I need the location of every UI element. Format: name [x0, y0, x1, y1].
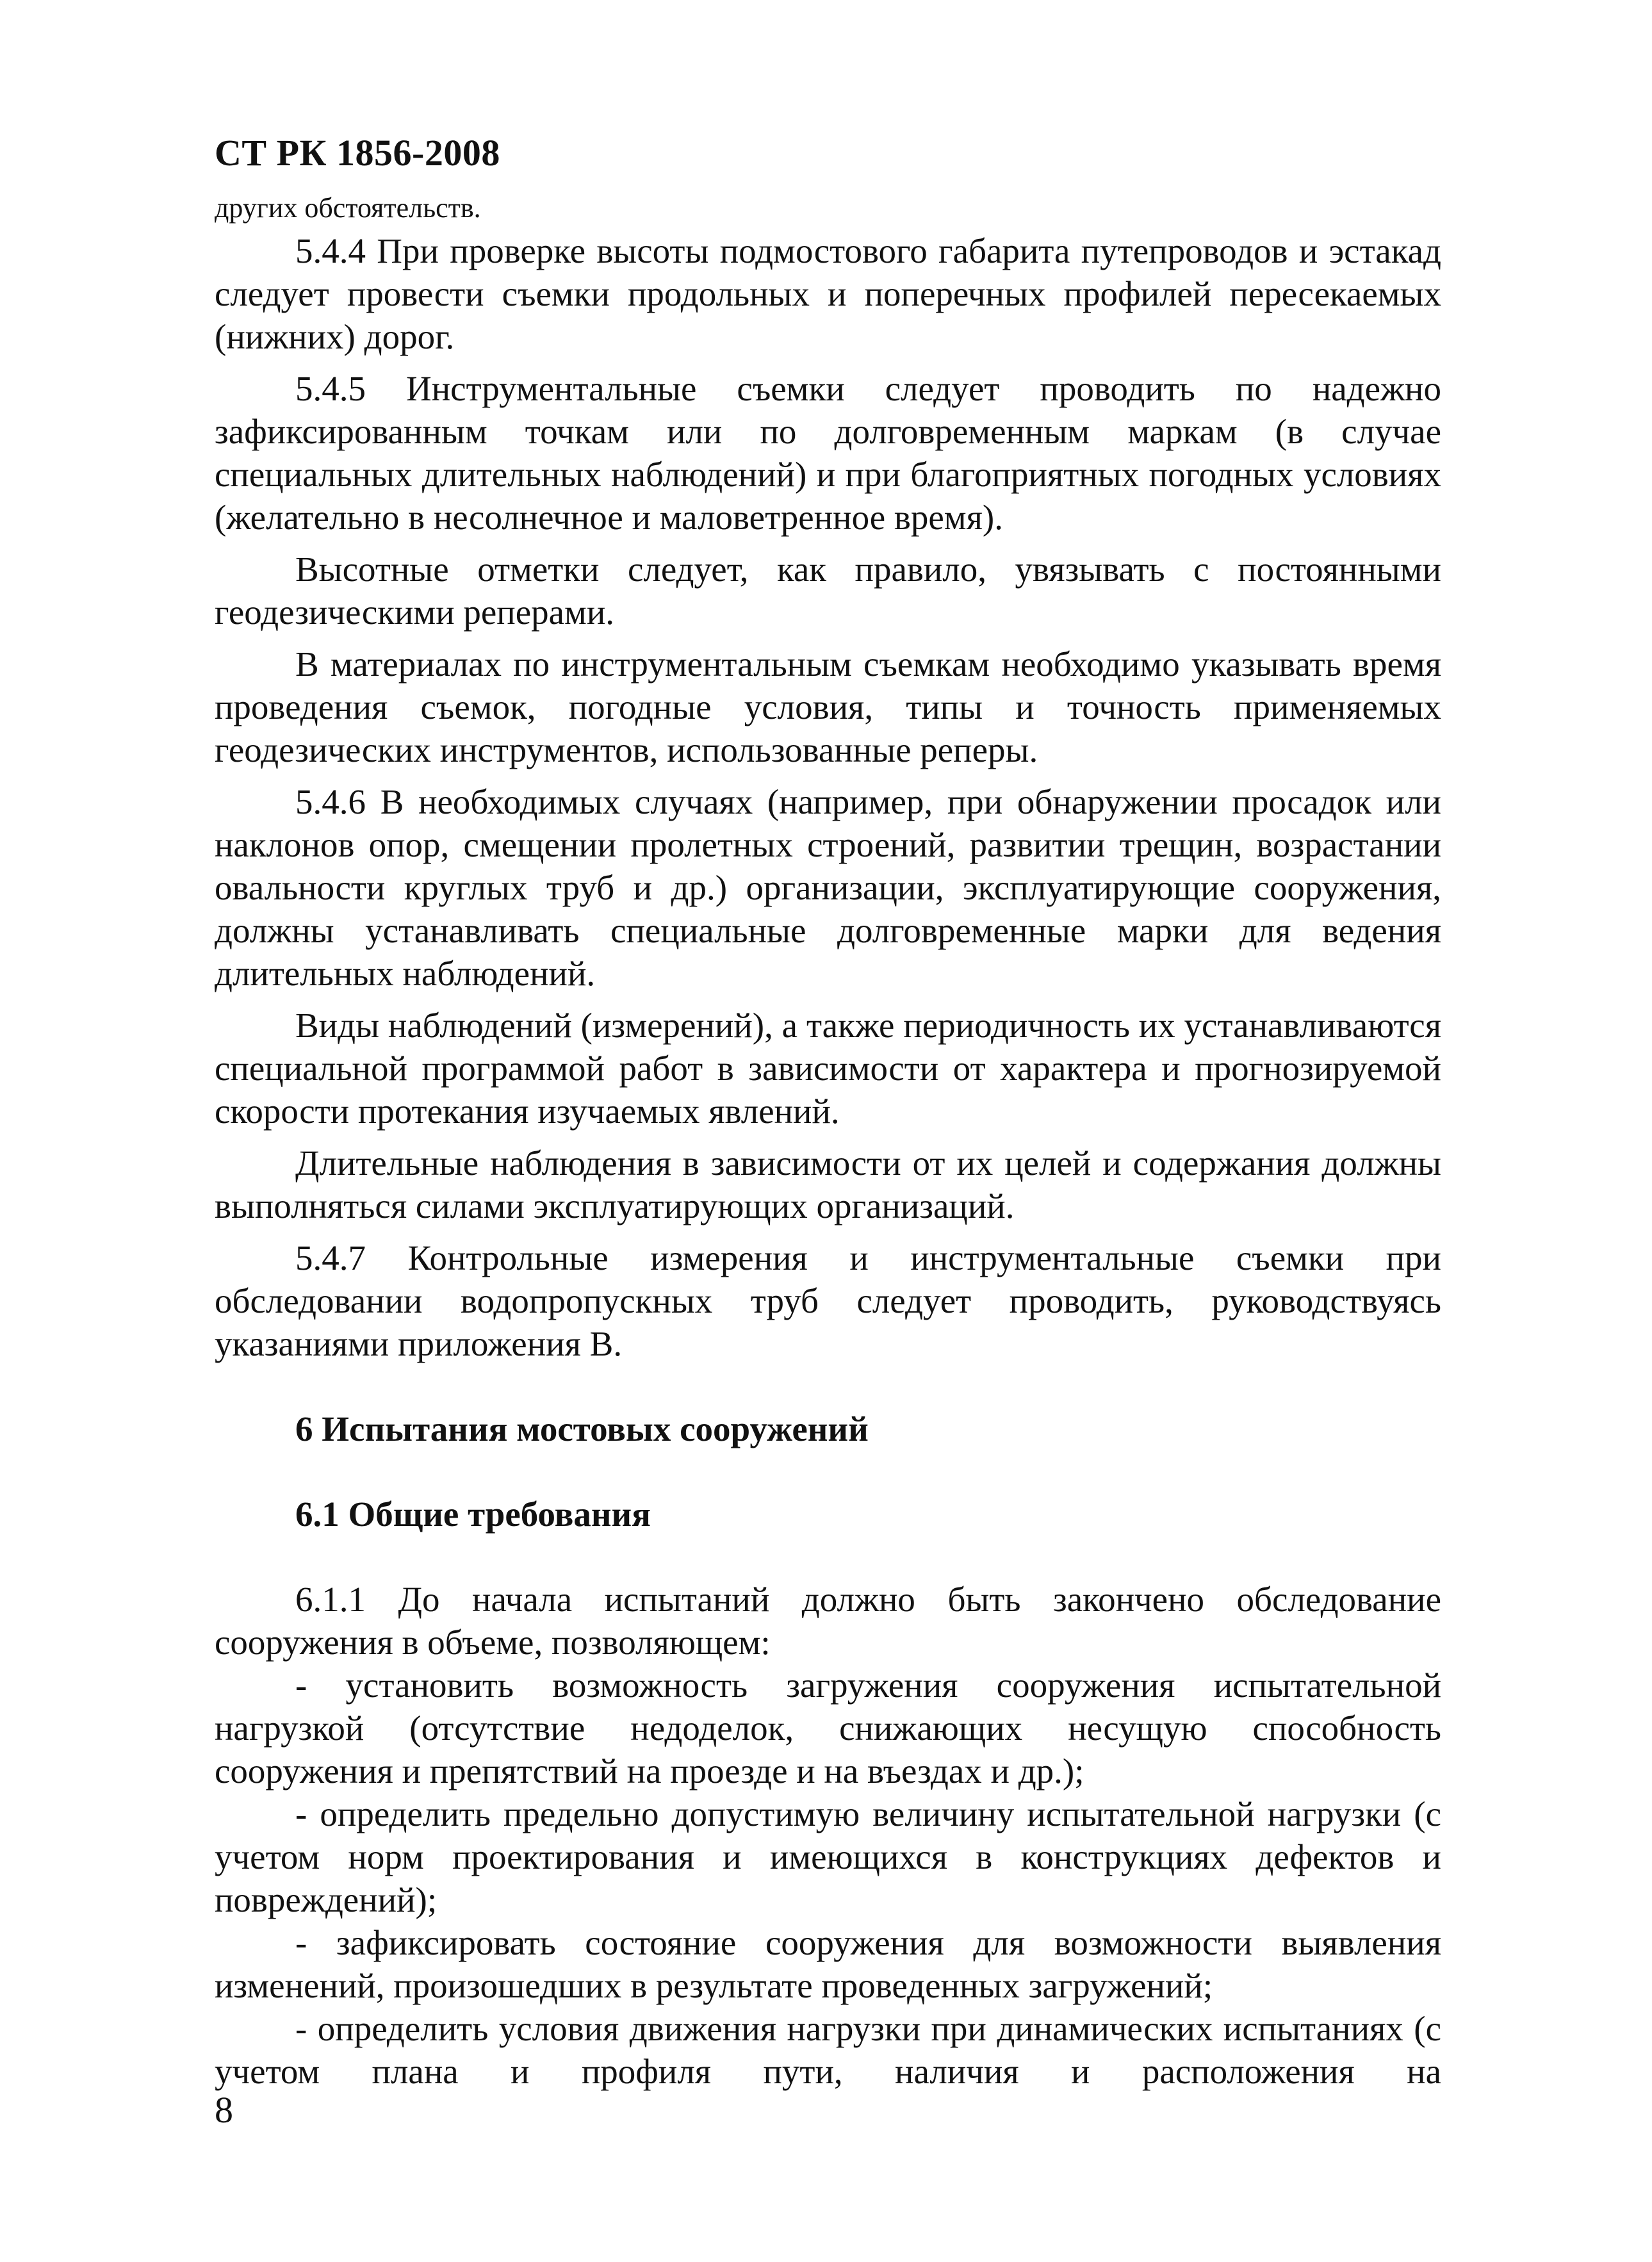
section-6-1-heading: 6.1 Общие требования — [295, 1495, 651, 1534]
paragraph-observation-types: Виды наблюдений (измерений), а также периодичность их устанавливаются специальной программой работ в зависимости от характера и прогнозируемой скорости протекания изучаемых явлений. — [215, 1006, 1441, 1131]
paragraph-5-4-5: 5.4.5 Инструментальные съемки следует проводить по надежно зафиксированным точкам или по долговременным маркам (в случае специальных длительных наблюдений) и при благоприятных погодных условиях (желательно в несолнечное и маловетренное время). — [215, 369, 1441, 537]
list-item-load-possibility: - установить возможность загружения сооружения испытательной нагрузкой (отсутствие недоделок, снижающих несущую способность сооружения и препятствий на проезде и на въездах и др.); — [215, 1666, 1441, 1791]
page-number: 8 — [215, 2089, 233, 2131]
paragraph-survey-materials: В материалах по инструментальным съемкам необходимо указывать время проведения съемок, погодные условия, типы и точность применяемых геодезических инструментов, использованные реперы. — [215, 644, 1441, 769]
section-6-heading: 6 Испытания мостовых сооружений — [295, 1409, 869, 1448]
paragraph-5-4-6: 5.4.6 В необходимых случаях (например, при обнаружении просадок или наклонов опор, смещении пролетных строений, развитии трещин, возрастании овальности круглых труб и др.) организации, эксплуатирующие сооружения, должны устанавливать специальные долговременные марки для ведения длительных наблюдений. — [215, 782, 1441, 993]
paragraph-5-4-4: 5.4.4 При проверке высоты подмостового габарита путепроводов и эстакад следует провести съемки продольных и поперечных профилей пересекаемых (нижних) дорог. — [215, 231, 1441, 356]
paragraph-6-1-1: 6.1.1 До начала испытаний должно быть закончено обследование сооружения в объеме, позволяющем: — [215, 1580, 1441, 1662]
paragraph-5-4-7: 5.4.7 Контрольные измерения и инструментальные съемки при обследовании водопропускных труб следует проводить, руководствуясь указаниями приложения В. — [215, 1238, 1441, 1363]
paragraph-elevation-marks: Высотные отметки следует, как правило, увязывать с постоянными геодезическими реперами. — [215, 550, 1441, 632]
document-body — [215, 187, 1441, 2093]
list-item-movement-conditions: - определить условия движения нагрузки при динамических испытаниях (с учетом плана и профиля пути, наличия и расположения на — [215, 2009, 1441, 2091]
list-item-max-load: - определить предельно допустимую величину испытательной нагрузки (с учетом норм проектирования и имеющихся в конструкциях дефектов и повреждений); — [215, 1794, 1441, 1919]
paragraph-long-term-observations: Длительные наблюдения в зависимости от их целей и содержания должны выполняться силами эксплуатирующих организаций. — [215, 1143, 1441, 1225]
document-code-header: СТ РК 1856-2008 — [215, 132, 500, 174]
continued-text: других обстоятельств. — [215, 192, 481, 224]
list-item-record-state: - зафиксировать состояние сооружения для возможности выявления изменений, произошедших в результате проведенных загружений; — [215, 1923, 1441, 2005]
